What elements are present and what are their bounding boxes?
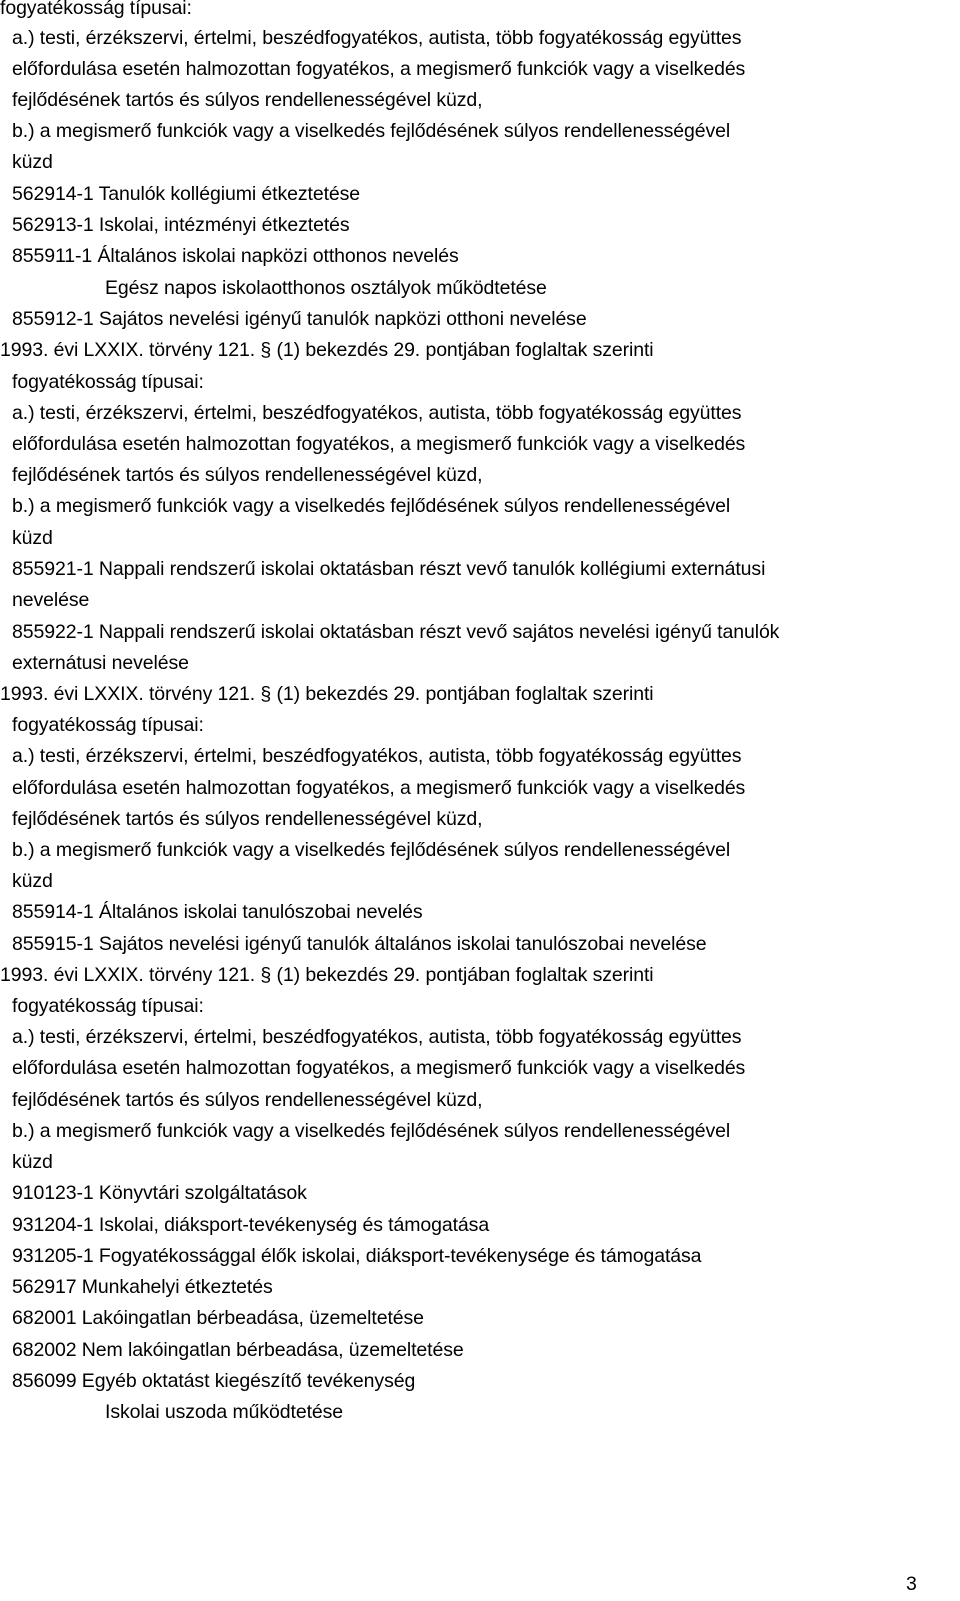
text-line: a.) testi, érzékszervi, értelmi, beszédfogyatékos, autista, több fogyatékosság együttes bbox=[12, 745, 742, 767]
text-line: előfordulása esetén halmozottan fogyatékos, a megismerő funkciók vagy a viselkedés bbox=[12, 433, 746, 455]
text-line: a.) testi, érzékszervi, értelmi, beszédfogyatékos, autista, több fogyatékosság együttes bbox=[12, 27, 742, 49]
text-line: Iskolai uszoda működtetése bbox=[105, 1401, 344, 1423]
text-line: 855922-1 Nappali rendszerű iskolai oktatásban részt vevő sajátos nevelési igényű tanulók bbox=[12, 621, 780, 643]
text-line: 1993. évi LXXIX. törvény 121. § (1) bekezdés 29. pontjában foglaltak szerinti bbox=[0, 964, 654, 986]
text-line: fogyatékosság típusai: bbox=[0, 0, 192, 19]
text-line: fejlődésének tartós és súlyos rendellenességével küzd, bbox=[12, 808, 483, 830]
page-number: 3 bbox=[906, 1573, 917, 1595]
text-line: küzd bbox=[12, 1151, 53, 1173]
text-line: 1993. évi LXXIX. törvény 121. § (1) bekezdés 29. pontjában foglaltak szerinti bbox=[0, 683, 654, 705]
text-line: küzd bbox=[12, 151, 53, 173]
text-line: 855912-1 Sajátos nevelési igényű tanulók napközi otthoni nevelése bbox=[12, 308, 587, 330]
text-line: 931204-1 Iskolai, diáksport-tevékenység és támogatása bbox=[12, 1214, 490, 1236]
text-line: externátusi nevelése bbox=[12, 652, 189, 674]
text-line: 562914-1 Tanulók kollégiumi étkeztetése bbox=[12, 183, 361, 205]
text-line: 855915-1 Sajátos nevelési igényű tanulók általános iskolai tanulószobai nevelése bbox=[12, 933, 707, 955]
text-line: nevelése bbox=[12, 589, 90, 611]
text-line: fogyatékosság típusai: bbox=[12, 371, 204, 393]
text-line: 682001 Lakóingatlan bérbeadása, üzemeltetése bbox=[12, 1307, 424, 1329]
text-line: b.) a megismerő funkciók vagy a viselkedés fejlődésének súlyos rendellenességével bbox=[12, 120, 731, 142]
text-line: küzd bbox=[12, 527, 53, 549]
text-line: 855921-1 Nappali rendszerű iskolai oktatásban részt vevő tanulók kollégiumi externátusi bbox=[12, 558, 766, 580]
text-line: előfordulása esetén halmozottan fogyatékos, a megismerő funkciók vagy a viselkedés bbox=[12, 1057, 746, 1079]
text-line: előfordulása esetén halmozottan fogyatékos, a megismerő funkciók vagy a viselkedés bbox=[12, 58, 746, 80]
text-line: 562917 Munkahelyi étkeztetés bbox=[12, 1276, 273, 1298]
text-line: b.) a megismerő funkciók vagy a viselkedés fejlődésének súlyos rendellenességével bbox=[12, 495, 731, 517]
text-line: 855914-1 Általános iskolai tanulószobai nevelés bbox=[12, 901, 423, 923]
text-line: fogyatékosság típusai: bbox=[12, 995, 204, 1017]
text-line: a.) testi, érzékszervi, értelmi, beszédfogyatékos, autista, több fogyatékosság együttes bbox=[12, 402, 742, 424]
text-line: 1993. évi LXXIX. törvény 121. § (1) bekezdés 29. pontjában foglaltak szerinti bbox=[0, 339, 654, 361]
text-line: előfordulása esetén halmozottan fogyatékos, a megismerő funkciók vagy a viselkedés bbox=[12, 777, 746, 799]
text-line: 931205-1 Fogyatékossággal élők iskolai, diáksport-tevékenysége és támogatása bbox=[12, 1245, 702, 1267]
text-line: 682002 Nem lakóingatlan bérbeadása, üzemeltetése bbox=[12, 1339, 464, 1361]
text-line: b.) a megismerő funkciók vagy a viselkedés fejlődésének súlyos rendellenességével bbox=[12, 1120, 731, 1142]
text-line: 562913-1 Iskolai, intézményi étkeztetés bbox=[12, 214, 350, 236]
text-line: fejlődésének tartós és súlyos rendellenességével küzd, bbox=[12, 1089, 483, 1111]
text-line: a.) testi, érzékszervi, értelmi, beszédfogyatékos, autista, több fogyatékosság együttes bbox=[12, 1026, 742, 1048]
text-line: 856099 Egyéb oktatást kiegészítő tevékenység bbox=[12, 1370, 416, 1392]
text-line: 855911-1 Általános iskolai napközi otthonos nevelés bbox=[12, 245, 459, 267]
text-line: küzd bbox=[12, 870, 53, 892]
text-line: 910123-1 Könyvtári szolgáltatások bbox=[12, 1182, 307, 1204]
text-line: fejlődésének tartós és súlyos rendellenességével küzd, bbox=[12, 464, 483, 486]
text-line: fogyatékosság típusai: bbox=[12, 714, 204, 736]
text-line: b.) a megismerő funkciók vagy a viselkedés fejlődésének súlyos rendellenességével bbox=[12, 839, 731, 861]
text-line: Egész napos iskolaotthonos osztályok működtetése bbox=[105, 277, 547, 299]
text-line: fejlődésének tartós és súlyos rendellenességével küzd, bbox=[12, 89, 483, 111]
